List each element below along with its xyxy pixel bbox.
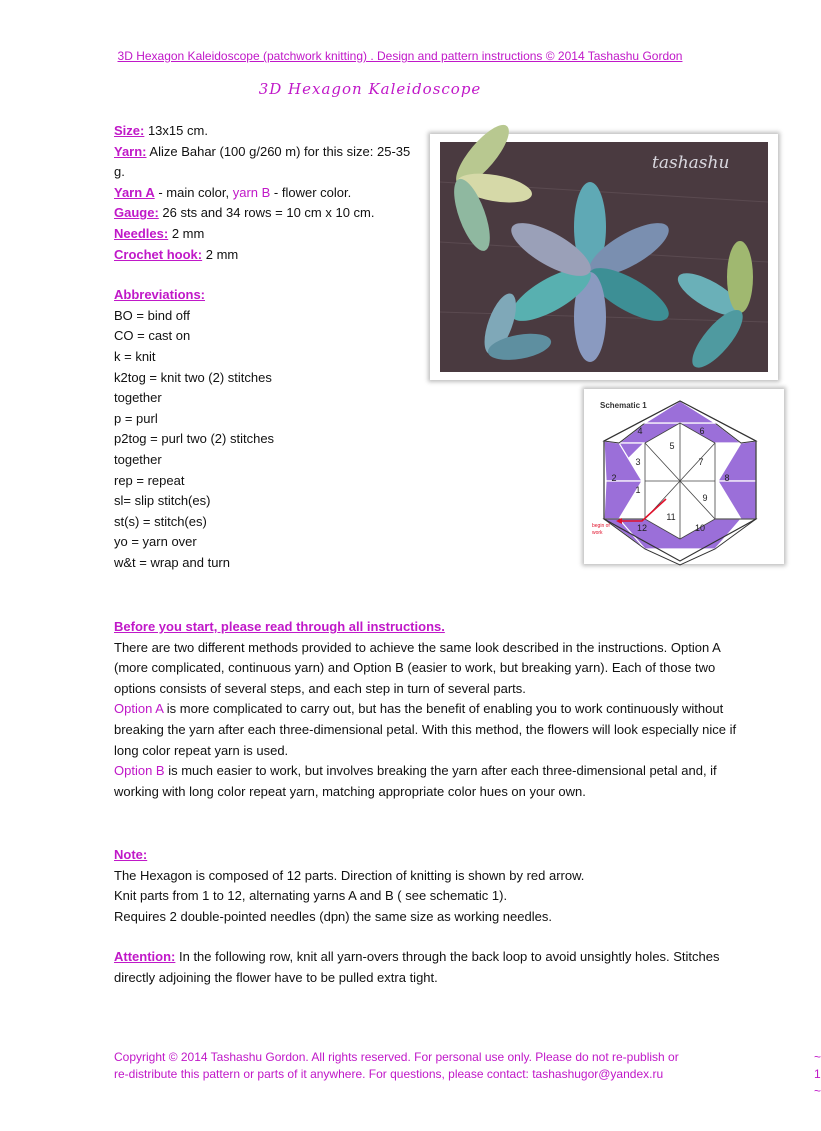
size-label: Size: [114, 123, 145, 138]
yarn-a-desc: - main color, [154, 184, 233, 200]
yarn-b-label: yarn B [232, 184, 271, 200]
schematic-num-9: 9 [702, 493, 708, 503]
abbreviation-item: k = knit [114, 348, 156, 364]
abbreviation-item: w&t = wrap and turn [114, 554, 230, 570]
attention-text: In the following row, knit all yarn-overs through the back loop to avoid unsightly holes. Stitches directly adjoining the flower have to be pulled extra tight. [114, 949, 720, 985]
schematic-num-6: 6 [699, 426, 705, 436]
knitted-sample-photo [430, 134, 778, 380]
photo-image [440, 142, 768, 372]
gauge-label: Gauge: [114, 205, 159, 221]
note-line: Knit parts from 1 to 12, alternating yarns A and B ( see schematic 1). [114, 888, 508, 904]
schematic-num-10: 10 [694, 523, 706, 533]
schematic-top-triangle [645, 401, 715, 423]
attention-paragraph [114, 947, 754, 988]
option-b-paragraph [114, 761, 754, 802]
abbreviation-item: st(s) = stitch(es) [114, 513, 207, 529]
abbreviation-item: CO = cast on [114, 328, 191, 344]
footer-line-2: re-distribute this pattern or parts of it anywhere. For questions, please contact: tashashugor@yandex.ru [114, 1067, 664, 1081]
schematic-num-7: 7 [698, 457, 704, 467]
option-b-label: Option B [114, 763, 165, 779]
footer-line-1: Copyright © 2014 Tashashu Gordon. All rights reserved. For personal use only. Please do not re-publish or [114, 1050, 679, 1064]
hook-line [114, 245, 414, 266]
yarn-a-label: Yarn A [114, 184, 155, 200]
schematic-begin-label-2: work [592, 530, 603, 536]
document-title: 3D Hexagon Kaleidoscope [258, 80, 482, 98]
abbreviation-item: k2tog = knit two (2) stitches together [114, 369, 272, 406]
abbreviations-list [114, 306, 414, 574]
abbreviation-item: yo = yarn over [114, 534, 197, 550]
attention-label: Attention: [114, 949, 176, 965]
hook-value: 2 mm [202, 246, 239, 262]
page-header [0, 49, 800, 63]
abbreviation-item: rep = repeat [114, 472, 185, 488]
header-text: 3D Hexagon Kaleidoscope (patchwork knitting) . Design and pattern instructions © 2014 Tashashu Gordon [117, 49, 683, 63]
note-line: Requires 2 double-pointed needles (dpn) the same size as working needles. [114, 908, 552, 924]
needles-line [114, 224, 414, 245]
schematic-num-12: 12 [636, 523, 648, 533]
intro-heading: Before you start, please read through all instructions. [114, 619, 445, 634]
schematic-num-1: 1 [635, 485, 641, 495]
abbreviation-item: sl= slip stitch(es) [114, 493, 211, 509]
needles-label: Needles: [114, 225, 169, 241]
specs-block [114, 121, 414, 573]
schematic-begin-label-1: begin of [592, 523, 610, 529]
note-heading: Note: [114, 847, 148, 862]
schematic-num-4: 4 [637, 426, 643, 436]
gauge-line [114, 203, 414, 224]
schematic-num-8: 8 [724, 473, 730, 483]
option-b-text: is much easier to work, but involves breaking the yarn after each three-dimensional petal and, if working with long color repeat yarn, matching appropriate color hues on your own. [114, 763, 717, 799]
option-a-text: is more complicated to carry out, but has the benefit of enabling you to work continuously without breaking the yarn after each three-dimensional petal. With this method, the flowers will look especially nice if long color repeat yarn is used. [114, 701, 737, 758]
abbreviation-item: BO = bind off [114, 307, 191, 323]
schematic-num-11: 11 [666, 512, 676, 522]
yarn-line [114, 142, 414, 183]
abbreviation-item: p = purl [114, 410, 158, 426]
yarn-label: Yarn: [114, 143, 147, 159]
gauge-value: 26 sts and 34 rows = 10 cm x 10 cm. [158, 205, 375, 221]
schematic-num-5: 5 [669, 441, 675, 451]
schematic-part-10-bg [718, 481, 756, 519]
size-line [114, 121, 414, 142]
abbreviation-item: p2tog = purl two (2) stitches together [114, 431, 275, 467]
schematic-diagram [584, 389, 784, 564]
yarn-b-desc: - flower color. [270, 184, 352, 200]
page-number: ~ 1 ~ [814, 1050, 821, 1098]
intro-section [114, 617, 754, 802]
hook-label: Crochet hook: [114, 246, 203, 262]
option-a-paragraph [114, 699, 754, 761]
page-footer [114, 1049, 821, 1098]
size-value: 13x15 cm. [144, 123, 208, 138]
schematic-num-3: 3 [635, 457, 641, 467]
abbreviations-heading: Abbreviations: [114, 287, 206, 303]
yarn-value: Alize Bahar (100 g/260 m) for this size: 25-35 g. [114, 143, 411, 180]
schematic-title: Schematic 1 [600, 401, 647, 410]
photo-watermark: tashashu [652, 153, 730, 173]
note-line: The Hexagon is composed of 12 parts. Direction of knitting is shown by red arrow. [114, 867, 585, 883]
intro-paragraph: There are two different methods provided to achieve the same look described in the instructions. Option A (more complicated, continuous yarn) and Option B (easier to work, but breaking yarn). Each of those two options consists of several steps, and each step in turn of several parts. [114, 639, 721, 696]
schematic-1 [584, 389, 784, 564]
needles-value: 2 mm [168, 225, 205, 241]
option-a-label: Option A [114, 701, 164, 717]
note-section [114, 845, 754, 989]
schematic-num-2: 2 [611, 473, 617, 483]
yarn-colors-line [114, 183, 414, 204]
